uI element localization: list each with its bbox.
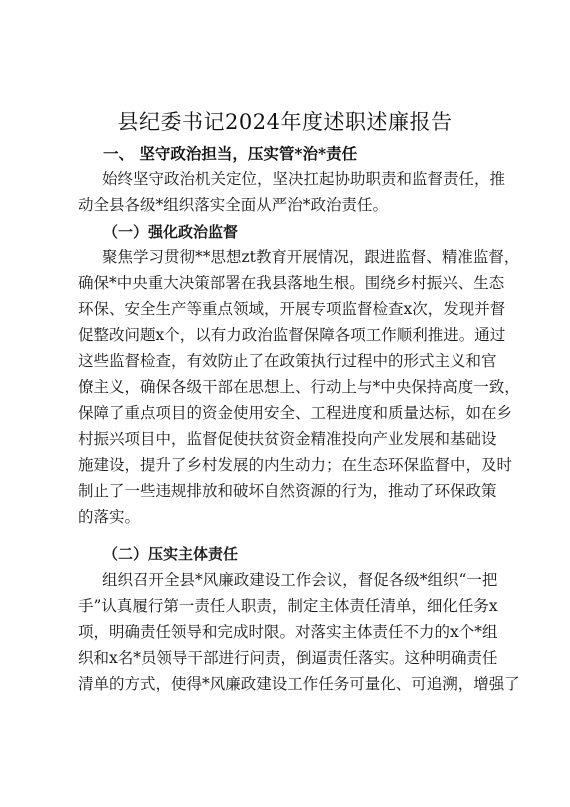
section-heading: 一、 坚守政治担当，压实管*治*责任 xyxy=(103,144,358,163)
paragraph-line: 促整改问题x个，以有力政治监督保障各项工作顺利推进。通过 xyxy=(78,326,506,344)
paragraph-intro xyxy=(78,166,508,218)
paragraph-line: 施建设，提升了乡村发展的内生动力；在生态环保监督中，及时 xyxy=(78,456,513,474)
paragraph-line: 手”认真履行第一责任人职责，制定主体责任清单，细化任务x xyxy=(78,597,498,615)
paragraph-line: 确保*中央重大决策部署在我县落地生根。围绕乡村振兴、生态 xyxy=(78,274,505,292)
paragraph-line: 保障了重点项目的资金使用安全、工程进度和质量达标，如在乡 xyxy=(78,404,513,422)
paragraph-main-responsibility xyxy=(78,567,520,697)
paragraph-line: 始终坚守政治机关定位，坚决扛起协助职责和监督责任，推 xyxy=(102,170,506,188)
paragraph-political-supervision xyxy=(78,244,520,530)
paragraph-line: 这些监督检查，有效防止了在政策执行过程中的形式主义和官 xyxy=(78,352,497,370)
paragraph-line: 项，明确责任领导和完成时限。对落实主体责任不力的x个*组 xyxy=(78,623,498,641)
paragraph-line: 村振兴项目中，监督促使扶贫资金精准投向产业发展和基础设 xyxy=(78,430,497,448)
paragraph-line: 聚焦学习贯彻**思想zt教育开展情况，跟进监督、精准监督， xyxy=(102,248,520,266)
subsection-heading: （一）强化政治监督 xyxy=(103,223,239,241)
paragraph-line: 制止了一些违规排放和破坏自然资源的行为，推动了环保政策 xyxy=(78,482,497,500)
paragraph-line: 环保、安全生产等重点领域，开展专项监督检查x次，发现并督 xyxy=(78,300,506,318)
paragraph-line: 动全县各级*组织落实全面从严治*政治责任。 xyxy=(78,196,389,214)
document-title: 县纪委书记2024年度述职述廉报告 xyxy=(117,110,453,134)
paragraph-line: 的落实。 xyxy=(78,508,141,526)
subsection-heading: （二）压实主体责任 xyxy=(103,545,239,563)
paragraph-line: 组织召开全县*风廉政建设工作会议，督促各级*组织“一把 xyxy=(102,571,498,589)
paragraph-line: 织和x名*员领导干部进行问责，倒逼责任落实。这种明确责任 xyxy=(78,649,498,667)
paragraph-line: 僚主义，确保各级干部在思想上、行动上与*中央保持高度一致， xyxy=(78,378,520,396)
paragraph-line: 清单的方式，使得*风廉政建设工作任务可量化、可追溯，增强了 xyxy=(78,675,520,693)
